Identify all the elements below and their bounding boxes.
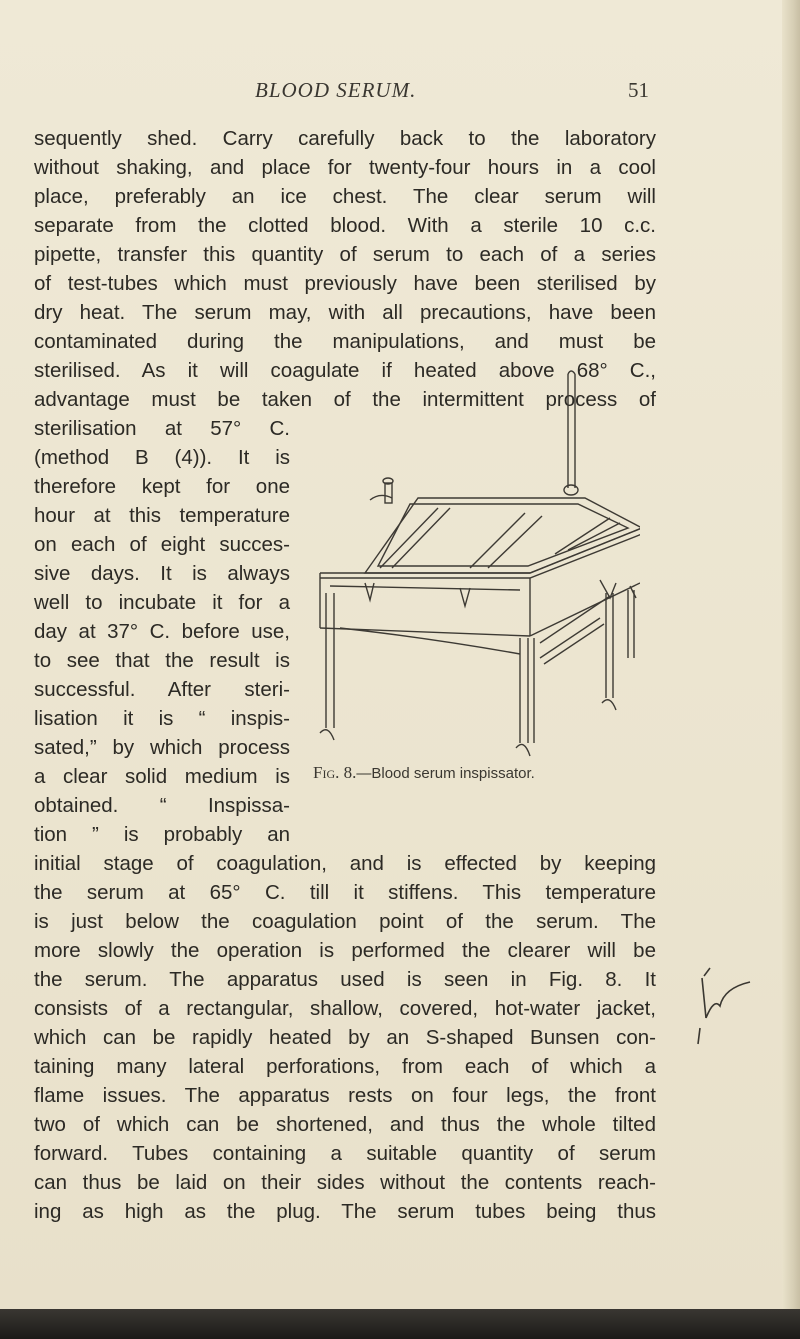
- body-line: pipette, transfer this quantity of serum to each of a series: [34, 243, 656, 266]
- body-line: well to incubate it for a: [34, 591, 290, 614]
- body-line: initial stage of coagulation, and is effected by keeping: [34, 852, 656, 875]
- page-header: [0, 78, 800, 108]
- body-line: sive days. It is always: [34, 562, 290, 585]
- body-line: on each of eight succes-: [34, 533, 290, 556]
- body-line: to see that the result is: [34, 649, 290, 672]
- body-line: (method B (4)). It is: [34, 446, 290, 469]
- body-line: sated,” by which process: [34, 736, 290, 759]
- body-line: taining many lateral perforations, from each of which a: [34, 1055, 656, 1078]
- body-line: tion ” is probably an: [34, 823, 290, 846]
- running-title: BLOOD SERUM.: [255, 78, 417, 102]
- figure-caption-label: Fig. 8.: [313, 763, 357, 782]
- body-line: sterilised. As it will coagulate if heated above 68° C.,: [34, 359, 656, 382]
- body-line: therefore kept for one: [34, 475, 290, 498]
- body-line: more slowly the operation is performed the clearer will be: [34, 939, 656, 962]
- body-line: without shaking, and place for twenty-four hours in a cool: [34, 156, 656, 179]
- body-line: day at 37° C. before use,: [34, 620, 290, 643]
- page-bottom-shadow: [0, 1309, 800, 1339]
- body-line: ing as high as the plug. The serum tubes being thus: [34, 1200, 656, 1223]
- page-edge-shadow: [782, 0, 800, 1339]
- figure-caption-text: —Blood serum inspissator.: [356, 765, 535, 782]
- body-line: separate from the clotted blood. With a sterile 10 c.c.: [34, 214, 656, 237]
- body-line: place, preferably an ice chest. The clear serum will: [34, 185, 656, 208]
- body-line: advantage must be taken of the intermittent process of: [34, 388, 656, 411]
- figure-caption: [313, 763, 535, 783]
- body-line: which can be rapidly heated by an S-shaped Bunsen con-: [34, 1026, 656, 1049]
- body-line: of test-tubes which must previously have been sterilised by: [34, 272, 656, 295]
- pencil-margin-mark: [680, 958, 760, 1048]
- body-line: can thus be laid on their sides without the contents reach-: [34, 1171, 656, 1194]
- body-line: forward. Tubes containing a suitable quantity of serum: [34, 1142, 656, 1165]
- body-line: obtained. “ Inspissa-: [34, 794, 290, 817]
- page-number: 51: [628, 78, 649, 102]
- body-line: sterilisation at 57° C.: [34, 417, 290, 440]
- body-line: consists of a rectangular, shallow, covered, hot-water jacket,: [34, 997, 656, 1020]
- body-line: the serum at 65° C. till it stiffens. This temperature: [34, 881, 656, 904]
- body-line: a clear solid medium is: [34, 765, 290, 788]
- inspissator-drawing: [310, 368, 640, 760]
- body-line: is just below the coagulation point of the serum. The: [34, 910, 656, 933]
- body-line: dry heat. The serum may, with all precautions, have been: [34, 301, 656, 324]
- body-line: sequently shed. Carry carefully back to the laboratory: [34, 127, 656, 150]
- body-line: flame issues. The apparatus rests on four legs, the front: [34, 1084, 656, 1107]
- body-line: lisation it is “ inspis-: [34, 707, 290, 730]
- body-line: successful. After steri-: [34, 678, 290, 701]
- body-line: contaminated during the manipulations, and must be: [34, 330, 656, 353]
- body-line: the serum. The apparatus used is seen in Fig. 8. It: [34, 968, 656, 991]
- body-line: hour at this temperature: [34, 504, 290, 527]
- blood-serum-inspissator-figure: [310, 368, 640, 760]
- body-line: two of which can be shortened, and thus the whole tilted: [34, 1113, 656, 1136]
